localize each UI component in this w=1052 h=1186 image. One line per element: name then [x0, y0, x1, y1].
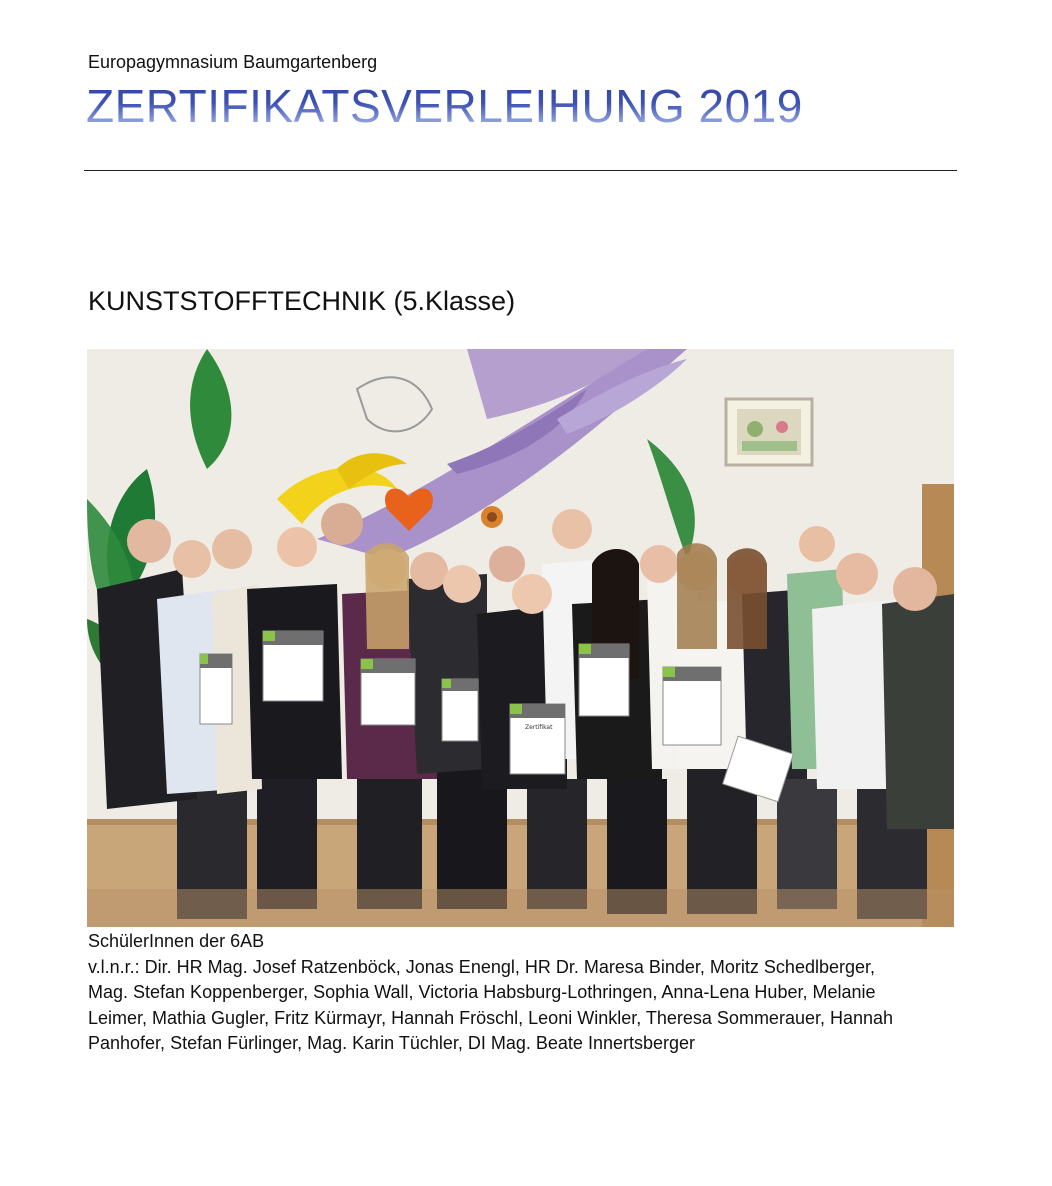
title-divider	[84, 170, 957, 171]
caption-names-line-2: Mag. Stefan Koppenberger, Sophia Wall, Victoria Habsburg-Lothringen, Anna-Lena Huber, Melanie	[88, 982, 876, 1002]
photo-caption	[88, 929, 958, 1057]
group-photo	[87, 349, 954, 927]
caption-group: SchülerInnen der 6AB	[88, 931, 265, 951]
caption-names-line-3: Leimer, Mathia Gugler, Fritz Kürmayr, Hannah Fröschl, Leoni Winkler, Theresa Sommerauer, Hannah	[88, 1007, 894, 1028]
certificate-label: Zertifikat	[525, 724, 553, 731]
caption-names-line-4: Panhofer, Stefan Fürlinger, Mag. Karin Tüchler, DI Mag. Beate Innertsberger	[88, 1033, 695, 1053]
section-heading: KUNSTSTOFFTECHNIK (5.Klasse)	[88, 286, 516, 316]
document-title: ZERTIFIKATSVERLEIHUNG 2019	[86, 76, 803, 136]
school-name: Europagymnasium Baumgartenberg	[88, 52, 378, 72]
caption-names-line-1: v.l.n.r.: Dir. HR Mag. Josef Ratzenböck, Jonas Enengl, HR Dr. Maresa Binder, Moritz Schedlberger,	[88, 956, 875, 977]
